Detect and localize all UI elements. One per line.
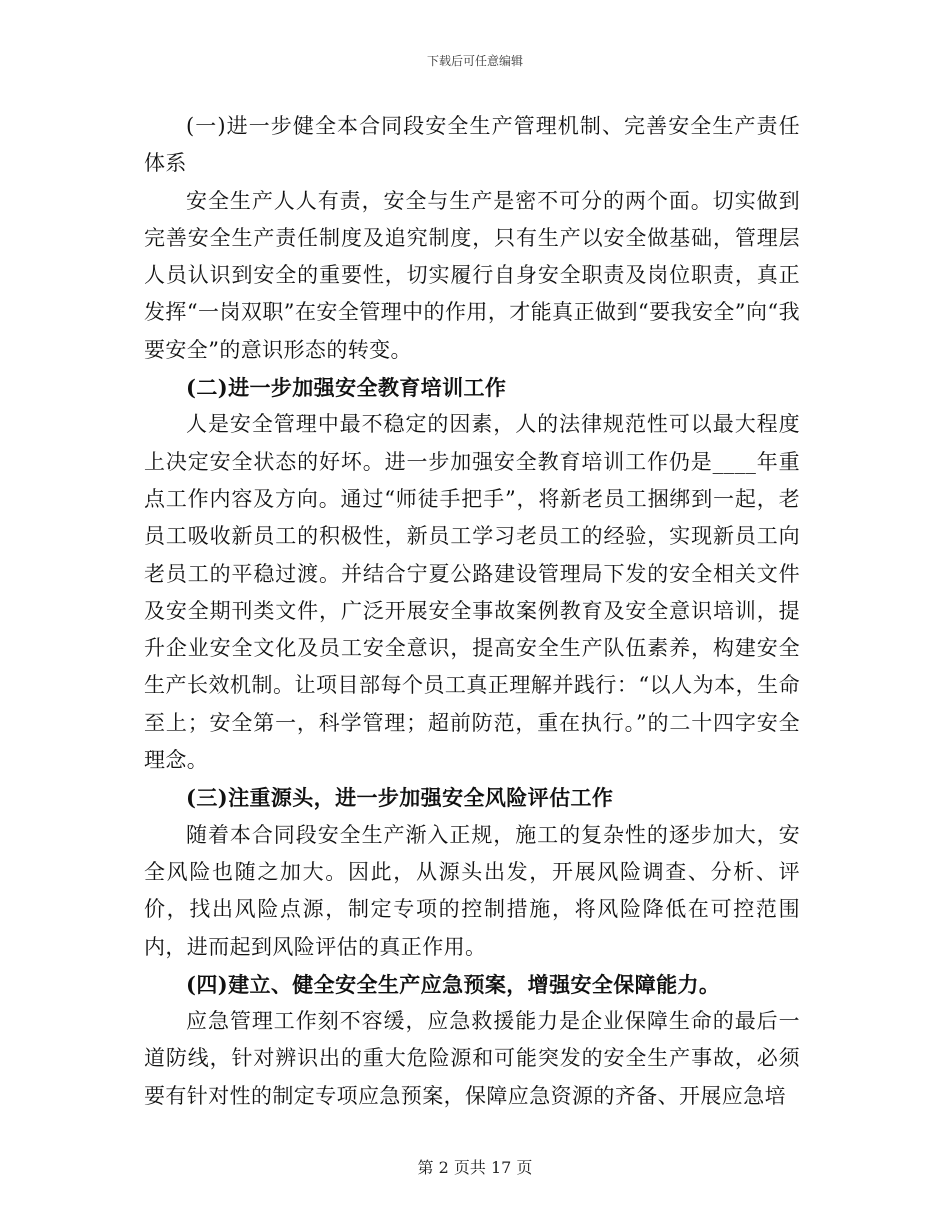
section-4-heading: (四)建立、健全安全生产应急预案，增强安全保障能力。 <box>186 971 721 997</box>
page-number-footer: 第 2 页共 17 页 <box>417 1158 533 1177</box>
section-2-body: 人是安全管理中最不稳定的因素，人的法律规范性可以最大程度上决定安全状态的好坏。进一步加强安全教育培训工作仍是____年重点工作内容及方向。通过“师徒手把手”，将新老员工捆绑到一起，老员工吸收新员工的积极性，新员工学习老员工的经验，实现新员工向老员工的平稳过渡。并结合宁夏公路建设管理局下发的安全相关文件及安全期刊类文件，广泛开展安全事故案例教育及安全意识培训，提升企业安全文化及员工安全意识，提高安全生产队伍素养，构建安全生产长效机制。让项目部每个员工真正理解并践行：“以人为本，生命至上；安全第一，科学管理；超前防范，重在执行。”的二十四字安全理念。 <box>144 412 800 773</box>
section-3-heading: (三)注重源头，进一步加强安全风险评估工作 <box>186 785 614 811</box>
document-body <box>144 108 800 1115</box>
section-1-body: 安全生产人人有责，安全与生产是密不可分的两个面。切实做到完善安全生产责任制度及追究制度，只有生产以安全做基础，管理层人员认识到安全的重要性，切实履行自身安全职责及岗位职责，真正发挥“一岗双职”在安全管理中的作用，才能真正做到“要我安全”向“我要安全”的意识形态的转变。 <box>144 188 800 362</box>
section-4-body: 应急管理工作刻不容缓，应急救援能力是企业保障生命的最后一道防线，针对辨识出的重大危险源和可能突发的安全生产事故，必须要有针对性的制定专项应急预案，保障应急资源的齐备、开展应急培 <box>144 1009 800 1108</box>
section-2-heading: (二)进一步加强安全教育培训工作 <box>186 375 507 401</box>
section-1-heading: (一)进一步健全本合同段安全生产管理机制、完善安全生产责任体系 <box>144 114 800 176</box>
section-3-body: 随着本合同段安全生产渐入正规，施工的复杂性的逐步加大，安全风险也随之加大。因此，从源头出发，开展风险调查、分析、评价，找出风险点源，制定专项的控制措施，将风险降低在可控范围内，进而起到风险评估的真正作用。 <box>144 822 800 959</box>
page-header-note: 下载后可任意编辑 <box>426 54 523 68</box>
